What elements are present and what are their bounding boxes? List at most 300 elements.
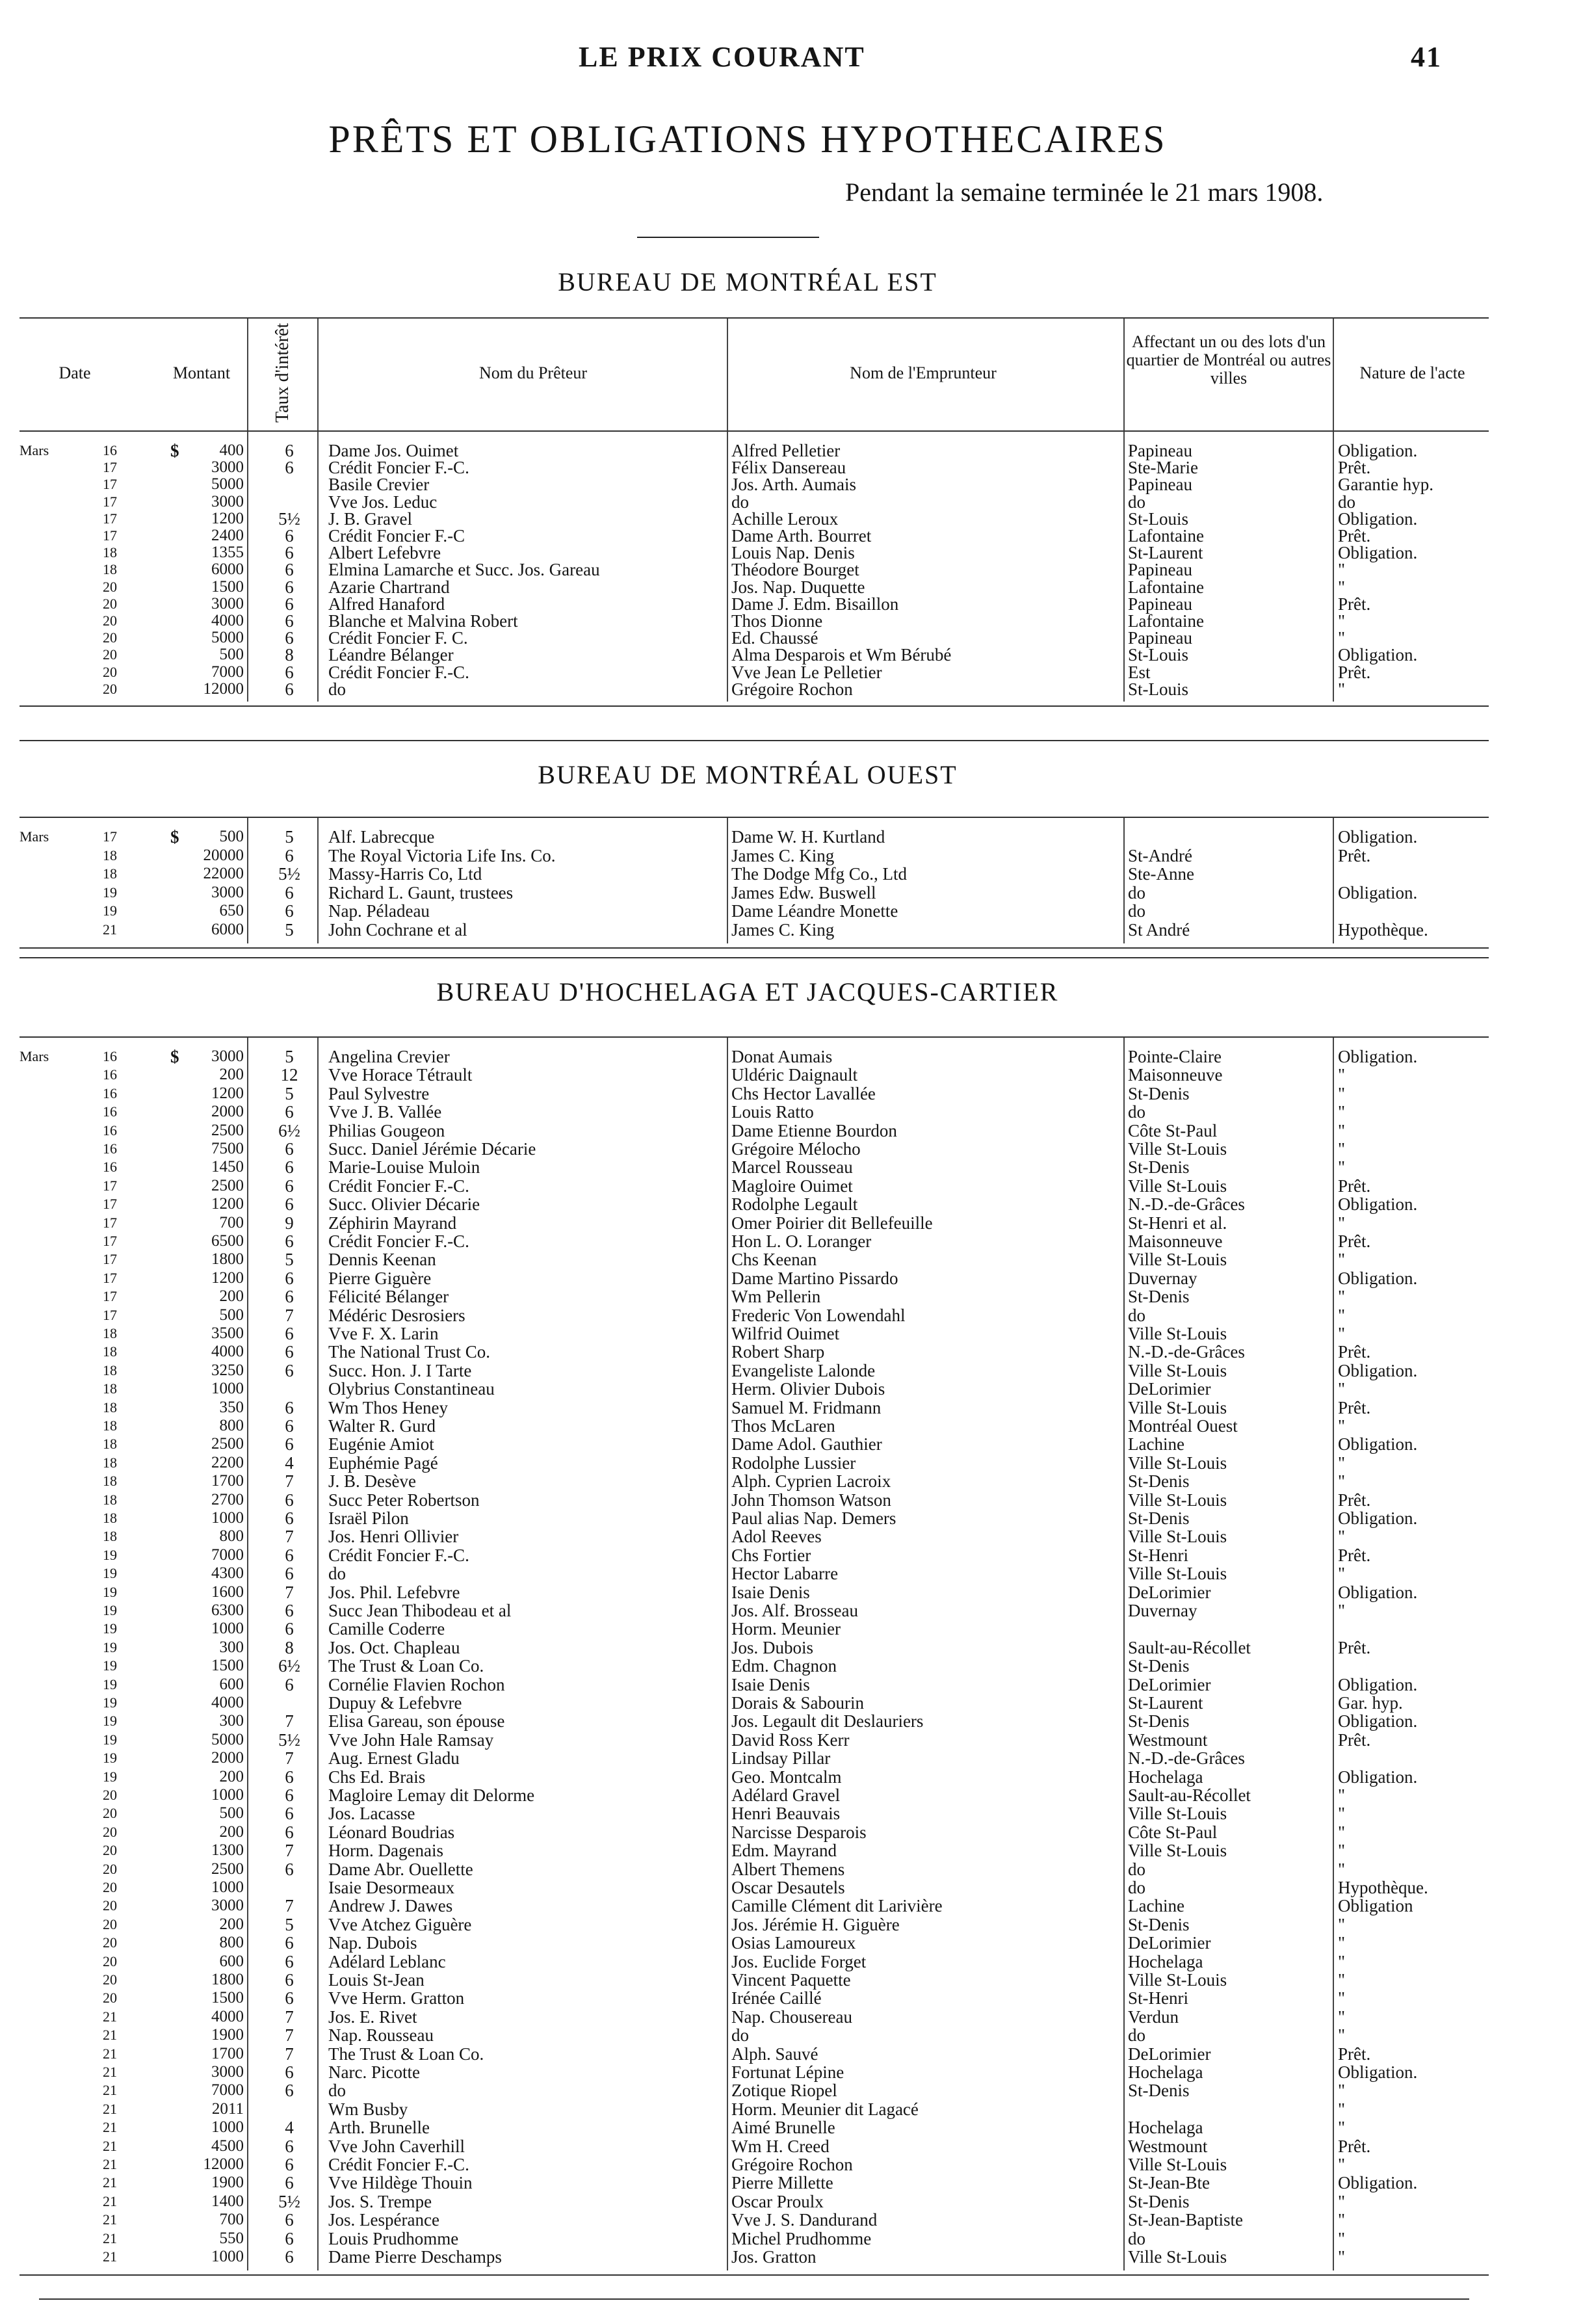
cell-location: Hochelaga xyxy=(1128,1767,1203,1787)
column-rule xyxy=(727,319,728,430)
cell-rate: 6½ xyxy=(278,1656,300,1676)
cell-borrower: Vincent Paquette xyxy=(731,1970,851,1990)
table-row xyxy=(0,2008,1596,2025)
table-row xyxy=(0,828,1596,845)
cell-nature: " xyxy=(1338,1564,1346,1584)
table-row xyxy=(0,561,1596,578)
cell-location: do xyxy=(1128,2228,1145,2248)
table-row xyxy=(0,2101,1596,2118)
cell-borrower: Omer Poirier dit Bellefeuille xyxy=(731,1213,933,1233)
cell-lender: Andrew J. Dawes xyxy=(328,1896,453,1916)
cell-borrower: Jos. Legault dit Deslauriers xyxy=(731,1711,924,1731)
cell-borrower: James C. King xyxy=(731,919,835,940)
cell-lender: Isaie Desormeaux xyxy=(328,1878,455,1897)
cell-rate: 7 xyxy=(285,1896,294,1916)
cell-location: St-Jean-Baptiste xyxy=(1128,2210,1243,2230)
table-row xyxy=(0,2156,1596,2173)
cell-nature: Obligation. xyxy=(1338,2173,1418,2193)
cell-borrower: Thos McLaren xyxy=(731,1416,835,1436)
cell-nature: " xyxy=(1338,1527,1346,1547)
cell-lender: Adélard Leblanc xyxy=(328,1951,446,1971)
cell-borrower: Frederic Von Lowendahl xyxy=(731,1305,906,1325)
cell-amount: 6000 xyxy=(211,920,244,938)
cell-nature: Obligation. xyxy=(1338,827,1418,847)
cell-lender: Marie-Louise Muloin xyxy=(328,1157,480,1178)
table-row xyxy=(0,2248,1596,2265)
cell-borrower: Dame Adol. Gauthier xyxy=(731,1434,882,1454)
cell-nature: " xyxy=(1338,1804,1346,1824)
cell-day: 19 xyxy=(103,1583,117,1600)
cell-nature: Hypothèque. xyxy=(1338,1878,1428,1897)
cell-nature: Gar. hyp. xyxy=(1338,1693,1403,1713)
cell-location: Westmount xyxy=(1128,2136,1208,2156)
table-row xyxy=(0,1953,1596,1970)
cell-borrower: James C. King xyxy=(731,845,835,865)
cell-amount: 7000 xyxy=(211,2081,244,2099)
cell-rate: 6 xyxy=(285,577,294,597)
cell-month: Mars xyxy=(20,828,49,845)
cell-day: 20 xyxy=(103,1915,117,1932)
cell-location: Hochelaga xyxy=(1128,2118,1203,2138)
cell-nature: Prêt. xyxy=(1338,1231,1371,1251)
cell-day: 17 xyxy=(103,476,117,493)
cell-borrower: Magloire Ouimet xyxy=(731,1176,853,1196)
cell-borrower: Grégoire Rochon xyxy=(731,2155,853,2174)
cell-lender: Massy-Harris Co, Ltd xyxy=(328,864,482,884)
cell-borrower: Camille Clément dit Larivière xyxy=(731,1896,943,1916)
cell-rate: 6 xyxy=(285,1674,294,1694)
cell-rate: 7 xyxy=(285,1711,294,1731)
cell-nature: " xyxy=(1338,1287,1346,1307)
cell-lender: Pierre Giguère xyxy=(328,1268,432,1288)
cell-lender: Wm Thos Heney xyxy=(328,1397,448,1417)
cell-amount: 3000 xyxy=(211,594,244,612)
cell-lender: do xyxy=(328,2081,346,2101)
cell-borrower: Hector Labarre xyxy=(731,1564,839,1584)
cell-lender: Blanche et Malvina Robert xyxy=(328,611,518,631)
table-row xyxy=(0,476,1596,493)
table-row xyxy=(0,1879,1596,1896)
cell-amount: 1200 xyxy=(211,1084,244,1102)
cell-borrower: Chs Fortier xyxy=(731,1545,811,1565)
column-header-emprunteur: Nom de l'Emprunteur xyxy=(850,363,997,382)
table-row xyxy=(0,1140,1596,1157)
cell-location: Ville St-Louis xyxy=(1128,1804,1227,1824)
cell-day: 20 xyxy=(103,680,117,697)
cell-borrower: Alph. Sauvé xyxy=(731,2044,818,2064)
cell-amount: 3000 xyxy=(211,1047,244,1065)
cell-location: DeLorimier xyxy=(1128,2044,1211,2064)
cell-borrower: Lindsay Pillar xyxy=(731,1748,831,1769)
cell-nature: Obligation. xyxy=(1338,1767,1418,1787)
cell-rate: 6 xyxy=(285,1490,294,1510)
cell-lender: Paul Sylvestre xyxy=(328,1083,430,1103)
cell-nature: Hypothèque. xyxy=(1338,919,1428,940)
page-bottom-rule xyxy=(39,2298,1469,2300)
cell-rate: 6 xyxy=(285,441,294,460)
cell-location: St-Henri xyxy=(1128,1988,1188,2008)
cell-day: 17 xyxy=(103,1177,117,1194)
cell-rate: 6 xyxy=(285,679,294,699)
cell-location: Ville St-Louis xyxy=(1128,1453,1227,1473)
cell-location: St-Jean-Bte xyxy=(1128,2173,1210,2193)
cell-location: St-Denis xyxy=(1128,2081,1190,2101)
cell-nature: " xyxy=(1338,560,1346,580)
table-row xyxy=(0,1325,1596,1342)
table-row xyxy=(0,1251,1596,1268)
cell-lender: Crédit Foncier F.-C. xyxy=(328,1176,469,1196)
cell-amount: 4000 xyxy=(211,2007,244,2025)
cell-location: St-Denis xyxy=(1128,1083,1190,1103)
cell-location: DeLorimier xyxy=(1128,1933,1211,1953)
cell-lender: Eugénie Amiot xyxy=(328,1434,434,1454)
cell-day: 20 xyxy=(103,1879,117,1895)
cell-borrower: do xyxy=(731,2025,749,2046)
cell-lender: Vve Herm. Gratton xyxy=(328,1988,465,2008)
cell-lender: Médéric Desrosiers xyxy=(328,1305,465,1325)
table-row xyxy=(0,2211,1596,2228)
cell-day: 17 xyxy=(103,1196,117,1213)
section-top-rule xyxy=(20,740,1489,741)
cell-nature: Prêt. xyxy=(1338,662,1371,682)
cell-amount: 600 xyxy=(219,1952,244,1970)
cell-day: 18 xyxy=(103,1436,117,1453)
cell-borrower: Jos. Gratton xyxy=(731,2247,817,2267)
cell-day: 18 xyxy=(103,1399,117,1415)
cell-nature: Obligation. xyxy=(1338,1434,1418,1454)
cell-borrower: Grégoire Rochon xyxy=(731,679,853,699)
table-row xyxy=(0,1362,1596,1379)
cell-location: Ville St-Louis xyxy=(1128,1527,1227,1547)
cell-nature: " xyxy=(1338,2007,1346,2027)
cell-rate: 6 xyxy=(285,1231,294,1251)
journal-title: LE PRIX COURANT xyxy=(579,41,865,73)
cell-day: 19 xyxy=(103,1638,117,1655)
cell-day: 21 xyxy=(103,921,117,938)
cell-amount: 7000 xyxy=(211,663,244,681)
cell-location: Duvernay xyxy=(1128,1268,1197,1288)
cell-rate: 6½ xyxy=(278,1120,300,1140)
cell-amount: 500 xyxy=(219,646,244,664)
cell-day: 20 xyxy=(103,595,117,612)
cell-borrower: Rodolphe Legault xyxy=(731,1194,858,1215)
cell-borrower: Achille Leroux xyxy=(731,508,839,529)
cell-amount: 200 xyxy=(219,1823,244,1841)
cell-nature: " xyxy=(1338,1250,1346,1270)
table-row xyxy=(0,1307,1596,1324)
cell-amount: 2700 xyxy=(211,1490,244,1508)
cell-borrower: Wm H. Creed xyxy=(731,2136,830,2156)
cell-location: do xyxy=(1128,1102,1145,1122)
cell-day: 21 xyxy=(103,2211,117,2228)
table-row xyxy=(0,1713,1596,1730)
cell-lender: Crédit Foncier F.-C. xyxy=(328,662,469,682)
cell-rate: 6 xyxy=(285,882,294,902)
cell-location: Maisonneuve xyxy=(1128,1231,1223,1251)
cell-borrower: Uldéric Daignault xyxy=(731,1065,858,1085)
table-row xyxy=(0,1159,1596,1176)
cell-lender: Jos. Lacasse xyxy=(328,1804,415,1824)
column-rule xyxy=(1333,319,1334,430)
cell-lender: The Royal Victoria Life Ins. Co. xyxy=(328,845,556,865)
cell-rate: 7 xyxy=(285,2007,294,2027)
cell-borrower: Jos. Alf. Brosseau xyxy=(731,1601,858,1620)
cell-borrower: Chs Keenan xyxy=(731,1250,817,1270)
cell-amount: 800 xyxy=(219,1934,244,1952)
cell-location: Ville St-Louis xyxy=(1128,1360,1227,1380)
cell-amount: 2200 xyxy=(211,1453,244,1471)
cell-amount: 1000 xyxy=(211,1620,244,1638)
cell-day: 20 xyxy=(103,1953,117,1969)
table-row xyxy=(0,1769,1596,1785)
cell-borrower: Paul alias Nap. Demers xyxy=(731,1508,896,1528)
table-row xyxy=(0,1085,1596,1102)
cell-amount: 200 xyxy=(219,1066,244,1084)
cell-lender: Crédit Foncier F.-C. xyxy=(328,1231,469,1251)
table-row xyxy=(0,902,1596,919)
table-row xyxy=(0,884,1596,901)
cell-borrower: Jos. Jérémie H. Giguère xyxy=(731,1914,900,1934)
cell-nature: " xyxy=(1338,679,1346,699)
cell-nature: " xyxy=(1338,1324,1346,1343)
cell-lender: Vve Hildège Thouin xyxy=(328,2173,473,2193)
cell-amount: 600 xyxy=(219,1675,244,1693)
cell-borrower: Evangeliste Lalonde xyxy=(731,1360,876,1380)
cell-nature: Obligation. xyxy=(1338,1047,1418,1066)
cell-borrower: Isaie Denis xyxy=(731,1674,810,1694)
cell-nature: " xyxy=(1338,1416,1346,1436)
page-title: PRÊTS ET OBLIGATIONS HYPOTHECAIRES xyxy=(328,118,1167,161)
cell-month: Mars xyxy=(20,1048,49,1064)
cell-borrower: Ed. Chaussé xyxy=(731,628,818,648)
table-row xyxy=(0,2046,1596,2062)
cell-lender: Nap. Péladeau xyxy=(328,901,430,921)
cell-borrower: The Dodge Mfg Co., Ltd xyxy=(731,864,907,884)
cell-rate: 7 xyxy=(285,2044,294,2064)
cell-borrower: Vve Jean Le Pelletier xyxy=(731,662,882,682)
cell-nature: " xyxy=(1338,2118,1346,2138)
cell-day: 21 xyxy=(103,2230,117,2246)
table-row xyxy=(0,1584,1596,1601)
cell-lender: Crédit Foncier F.-C. xyxy=(328,458,469,478)
cell-lender: Crédit Foncier F.-C. xyxy=(328,1545,469,1565)
cell-day: 20 xyxy=(103,629,117,646)
cell-day: 16 xyxy=(103,1159,117,1176)
cell-amount: 2000 xyxy=(211,1103,244,1121)
column-rule xyxy=(247,319,248,430)
cell-nature: " xyxy=(1338,1841,1346,1861)
cell-borrower: Alfred Pelletier xyxy=(731,441,841,460)
cell-amount: 3000 xyxy=(211,2063,244,2081)
cell-location: Ville St-Louis xyxy=(1128,1250,1227,1270)
cell-amount: 3000 xyxy=(211,883,244,901)
cell-borrower: Hon L. O. Loranger xyxy=(731,1231,872,1251)
cell-location: Pointe-Claire xyxy=(1128,1047,1222,1066)
cell-nature: Prêt. xyxy=(1338,1176,1371,1196)
cell-location: Papineau xyxy=(1128,594,1192,614)
table-row xyxy=(0,847,1596,864)
cell-rate: 6 xyxy=(285,543,294,563)
cell-day: 18 xyxy=(103,1454,117,1471)
cell-nature: " xyxy=(1338,1859,1346,1879)
table-row xyxy=(0,2230,1596,2247)
cell-nature: " xyxy=(1338,1951,1346,1971)
cell-nature: Obligation. xyxy=(1338,1194,1418,1215)
cell-day: 18 xyxy=(103,1343,117,1360)
section-bottom-rule xyxy=(20,705,1489,707)
cell-lender: The National Trust Co. xyxy=(328,1342,491,1362)
cell-amount: 500 xyxy=(219,828,244,845)
cell-location: Ville St-Louis xyxy=(1128,2247,1227,2267)
cell-lender: Dame Pierre Deschamps xyxy=(328,2247,502,2267)
cell-amount: 1000 xyxy=(211,1509,244,1527)
section-header-rule xyxy=(20,817,1489,818)
cell-borrower: do xyxy=(731,492,749,512)
cell-lender: Zéphirin Mayrand xyxy=(328,1213,457,1233)
cell-location: DeLorimier xyxy=(1128,1674,1211,1694)
cell-nature: " xyxy=(1338,577,1346,597)
cell-borrower: Michel Prudhomme xyxy=(731,2228,872,2248)
table-row xyxy=(0,921,1596,938)
cell-lender: Vve Horace Tétrault xyxy=(328,1065,473,1085)
cell-location: Lafontaine xyxy=(1128,526,1204,546)
cell-rate: 6 xyxy=(285,628,294,648)
cell-location: Papineau xyxy=(1128,475,1192,495)
cell-rate: 5 xyxy=(285,1250,294,1270)
cell-borrower: Henri Beauvais xyxy=(731,1804,841,1824)
cell-day: 18 xyxy=(103,544,117,561)
cell-nature: " xyxy=(1338,1933,1346,1953)
cell-rate: 6 xyxy=(285,1785,294,1805)
cell-rate: 5 xyxy=(285,919,294,940)
cell-day: 21 xyxy=(103,2137,117,2154)
table-row xyxy=(0,1934,1596,1951)
cell-rate: 6 xyxy=(285,1988,294,2008)
cell-day: 20 xyxy=(103,1897,117,1914)
cell-location: St-Denis xyxy=(1128,1287,1190,1307)
cell-day: 21 xyxy=(103,2119,117,2136)
cell-nature: Prêt. xyxy=(1338,594,1371,614)
cell-location: St-Louis xyxy=(1128,508,1189,529)
cell-rate: 6 xyxy=(285,1139,294,1159)
table-row xyxy=(0,1270,1596,1287)
cell-location: St-Denis xyxy=(1128,1914,1190,1934)
cell-location: Montréal Ouest xyxy=(1128,1416,1238,1436)
cell-lender: Olybrius Constantineau xyxy=(328,1379,495,1399)
cell-location: Lachine xyxy=(1128,1434,1184,1454)
cell-borrower: Dame W. H. Kurtland xyxy=(731,827,885,847)
cell-rate: 6 xyxy=(285,2136,294,2156)
cell-day: 17 xyxy=(103,459,117,476)
cell-location: N.-D.-de-Grâces xyxy=(1128,1342,1245,1362)
cell-day: 21 xyxy=(103,2248,117,2265)
cell-day: 20 xyxy=(103,1805,117,1822)
cell-amount: 1800 xyxy=(211,1971,244,1988)
cell-location: Verdun xyxy=(1128,2007,1179,2027)
cell-rate: 6 xyxy=(285,1933,294,1953)
cell-location: St-Louis xyxy=(1128,645,1189,665)
cell-lender: Jos. Phil. Lefebvre xyxy=(328,1582,460,1602)
cell-day: 19 xyxy=(103,1565,117,1582)
cell-rate: 6 xyxy=(285,2173,294,2193)
cell-day: 19 xyxy=(103,1657,117,1674)
cell-nature: " xyxy=(1338,1970,1346,1990)
cell-amount: 2500 xyxy=(211,1435,244,1453)
cell-nature: " xyxy=(1338,2081,1346,2101)
table-row xyxy=(0,1657,1596,1674)
cell-location: Sault-au-Récollet xyxy=(1128,1637,1251,1657)
cell-nature: Obligation. xyxy=(1338,441,1418,460)
cell-lender: Vve John Caverhill xyxy=(328,2136,465,2156)
cell-rate: 7 xyxy=(285,1305,294,1325)
cell-amount: 800 xyxy=(219,1417,244,1434)
cell-location: do xyxy=(1128,1878,1145,1897)
cell-rate: 12 xyxy=(280,1065,298,1085)
cell-day: 21 xyxy=(103,2192,117,2209)
cell-location: Hochelaga xyxy=(1128,1951,1203,1971)
cell-lender: Crédit Foncier F. C. xyxy=(328,628,468,648)
cell-nature: Prêt. xyxy=(1338,845,1371,865)
cell-lender: Alf. Labrecque xyxy=(328,827,435,847)
cell-location: do xyxy=(1128,901,1145,921)
cell-rate: 6 xyxy=(285,1157,294,1178)
cell-location: Duvernay xyxy=(1128,1601,1197,1620)
table-row xyxy=(0,1787,1596,1804)
table-row xyxy=(0,527,1596,544)
header-top-rule xyxy=(20,317,1489,319)
cell-location: Ville St-Louis xyxy=(1128,1397,1227,1417)
cell-lender: Albert Lefebvre xyxy=(328,543,441,563)
cell-location: Ville St-Louis xyxy=(1128,2155,1227,2174)
cell-lender: Wm Busby xyxy=(328,2099,408,2119)
cell-location: St-Denis xyxy=(1128,1656,1190,1676)
cell-location: Papineau xyxy=(1128,441,1192,460)
cell-nature: " xyxy=(1338,1471,1346,1492)
table-row xyxy=(0,1399,1596,1416)
cell-nature: " xyxy=(1338,1822,1346,1842)
cell-amount: 2011 xyxy=(211,2099,244,2118)
cell-amount: 22000 xyxy=(203,865,244,882)
cell-amount: 6300 xyxy=(211,1601,244,1619)
cell-day: 18 xyxy=(103,561,117,578)
cell-day: 17 xyxy=(103,1306,117,1323)
column-rule xyxy=(317,319,319,430)
cell-amount: 5000 xyxy=(211,629,244,647)
cell-rate: 6 xyxy=(285,458,294,478)
cell-rate: 6 xyxy=(285,2155,294,2174)
cell-nature: " xyxy=(1338,1453,1346,1473)
cell-borrower: Adol Reeves xyxy=(731,1527,822,1547)
table-row xyxy=(0,1620,1596,1637)
cell-lender: Richard L. Gaunt, trustees xyxy=(328,882,514,902)
cell-nature: Obligation. xyxy=(1338,508,1418,529)
cell-rate: 6 xyxy=(285,1951,294,1971)
cell-amount: 1000 xyxy=(211,1878,244,1896)
cell-amount: 1400 xyxy=(211,2192,244,2210)
cell-day: 20 xyxy=(103,1934,117,1951)
cell-dollar: $ xyxy=(170,1047,179,1066)
cell-lender: Succ. Daniel Jérémie Décarie xyxy=(328,1139,536,1159)
cell-amount: 1500 xyxy=(211,577,244,596)
cell-day: 16 xyxy=(103,1048,117,1064)
cell-nature: Obligation. xyxy=(1338,1582,1418,1602)
cell-rate: 5 xyxy=(285,1047,294,1066)
cell-nature: Obligation. xyxy=(1338,1711,1418,1731)
cell-rate: 8 xyxy=(285,645,294,665)
cell-lender: The Trust & Loan Co. xyxy=(328,2044,484,2064)
cell-day: 17 xyxy=(103,493,117,510)
cell-dollar: $ xyxy=(170,827,179,847)
